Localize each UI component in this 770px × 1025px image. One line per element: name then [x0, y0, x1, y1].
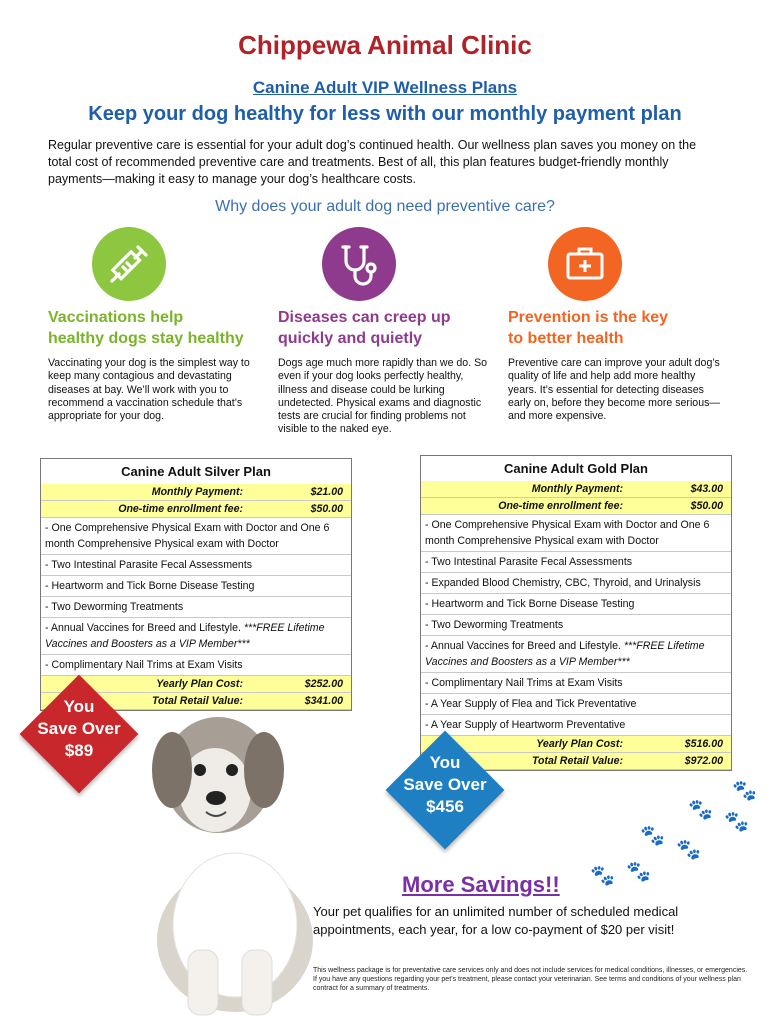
- gold-item: - Two Intestinal Parasite Fecal Assessments: [421, 552, 731, 573]
- syringe-icon: [92, 227, 166, 301]
- paw-print-icon: 🐾: [724, 811, 749, 833]
- paw-print-icon: 🐾: [590, 865, 615, 887]
- gold-extra-item: - Complimentary Nail Trims at Exam Visits: [421, 673, 731, 694]
- paw-print-icon: 🐾: [676, 839, 701, 861]
- vaccinations-text: Vaccinating your dog is the simplest way to keep many contagious and devastating diseases at bay. We’ll work with you to recommend a vaccination schedule that’s appropriate for your dog.: [48, 357, 250, 423]
- paw-print-icon: 🐾: [732, 780, 757, 802]
- silver-savings-badge: [17, 672, 141, 796]
- gold-badge-text: You Save Over $456: [403, 753, 487, 816]
- gold-item: - Heartworm and Tick Borne Disease Testing: [421, 594, 731, 615]
- silver-yearly-row: Yearly Plan Cost: $252.00: [41, 676, 351, 693]
- silver-item: - Two Deworming Treatments: [41, 597, 351, 618]
- silver-retail-row: Total Retail Value: $341.00: [41, 693, 351, 710]
- intro-paragraph: Regular preventive care is essential for your adult dog’s continued health. Our wellness plan saves you money on the total cost of recommended preventive care and treatments. Best of all, this plan features budget-friendly monthly payments—making it easy to manage your dog’s healthcare costs.: [48, 138, 697, 186]
- why-heading: Why does your adult dog need preventive care?: [215, 198, 555, 215]
- gold-yearly-row: Yearly Plan Cost: $516.00: [421, 736, 731, 753]
- gold-monthly-row: Monthly Payment: $43.00: [421, 481, 731, 498]
- gold-plan-title: Canine Adult Gold Plan: [504, 461, 648, 476]
- paw-print-icon: 🐾: [640, 825, 665, 847]
- dog-illustration: [130, 700, 340, 1020]
- more-savings-text: Your pet qualifies for an unlimited number of scheduled medical appointments, each year, for a low co-payment of $20 per visit!: [313, 904, 679, 937]
- diseases-heading: Diseases can creep up quickly and quietly: [278, 309, 451, 347]
- gold-enroll-row: One-time enrollment fee: $50.00: [421, 498, 731, 515]
- fine-print: This wellness package is for preventative care services only and does not include services for medical conditions, illnesses, or emergencies. If you have any questions regarding your pet’s treatment, please contact your veterinarian. See terms and conditions of your wellness plan contract for a summary of treatments.: [313, 967, 748, 992]
- prevention-heading: Prevention is the key to better health: [508, 309, 669, 347]
- stethoscope-icon: [322, 227, 396, 301]
- silver-item: - Two Intestinal Parasite Fecal Assessments: [41, 555, 351, 576]
- silver-plan-title: Canine Adult Silver Plan: [121, 464, 271, 479]
- silver-vaccine-item: - Annual Vaccines for Breed and Lifestyle. ***FREE Lifetime Vaccines and Boosters as a VIP Member***: [41, 618, 351, 655]
- clinic-title: Chippewa Animal Clinic: [238, 30, 532, 60]
- vaccinations-heading: Vaccinations help healthy dogs stay healthy: [48, 309, 244, 347]
- paw-print-icon: 🐾: [626, 861, 651, 883]
- silver-monthly-row: Monthly Payment: $21.00: [41, 484, 351, 501]
- gold-extra-item: - A Year Supply of Heartworm Preventative: [421, 715, 731, 736]
- silver-enroll-row: One-time enrollment fee: $50.00: [41, 501, 351, 518]
- gold-vaccine-item: - Annual Vaccines for Breed and Lifestyle. ***FREE Lifetime Vaccines and Boosters as a VIP Member***: [421, 636, 731, 673]
- prevention-text: Preventive care can improve your adult dog’s quality of life and help add more healthy years. It’s essential for detecting diseases early on, before they become more serious—and more expensive.: [508, 357, 720, 423]
- gold-item: - Two Deworming Treatments: [421, 615, 731, 636]
- more-savings-heading: More Savings!!: [402, 872, 560, 897]
- silver-item: - One Comprehensive Physical Exam with Doctor and One 6 month Comprehensive Physical exam with Doctor: [41, 518, 351, 555]
- gold-savings-badge: [383, 728, 507, 852]
- first-aid-kit-icon: [548, 227, 622, 301]
- gold-item: - One Comprehensive Physical Exam with Doctor and One 6 month Comprehensive Physical exam with Doctor: [421, 515, 731, 552]
- gold-plan-table: [420, 455, 732, 771]
- plans-subtitle: Canine Adult VIP Wellness Plans: [252, 78, 518, 97]
- headline: Keep your dog healthy for less with our monthly payment plan: [88, 103, 682, 125]
- silver-item: - Heartworm and Tick Borne Disease Testing: [41, 576, 351, 597]
- gold-retail-row: Total Retail Value: $972.00: [421, 753, 731, 770]
- silver-nail-item: - Complimentary Nail Trims at Exam Visits: [41, 655, 351, 676]
- diseases-text: Dogs age much more rapidly than we do. So even if your dog looks perfectly healthy, illness and disease could be lurking undetected. Physical exams and diagnostic tests are crucial for finding problems not visible to the naked eye.: [278, 357, 488, 436]
- paw-print-icon: 🐾: [688, 799, 713, 821]
- gold-extra-item: - A Year Supply of Flea and Tick Preventative: [421, 694, 731, 715]
- silver-badge-text: You Save Over $89: [37, 697, 121, 760]
- gold-item: - Expanded Blood Chemistry, CBC, Thyroid, and Urinalysis: [421, 573, 731, 594]
